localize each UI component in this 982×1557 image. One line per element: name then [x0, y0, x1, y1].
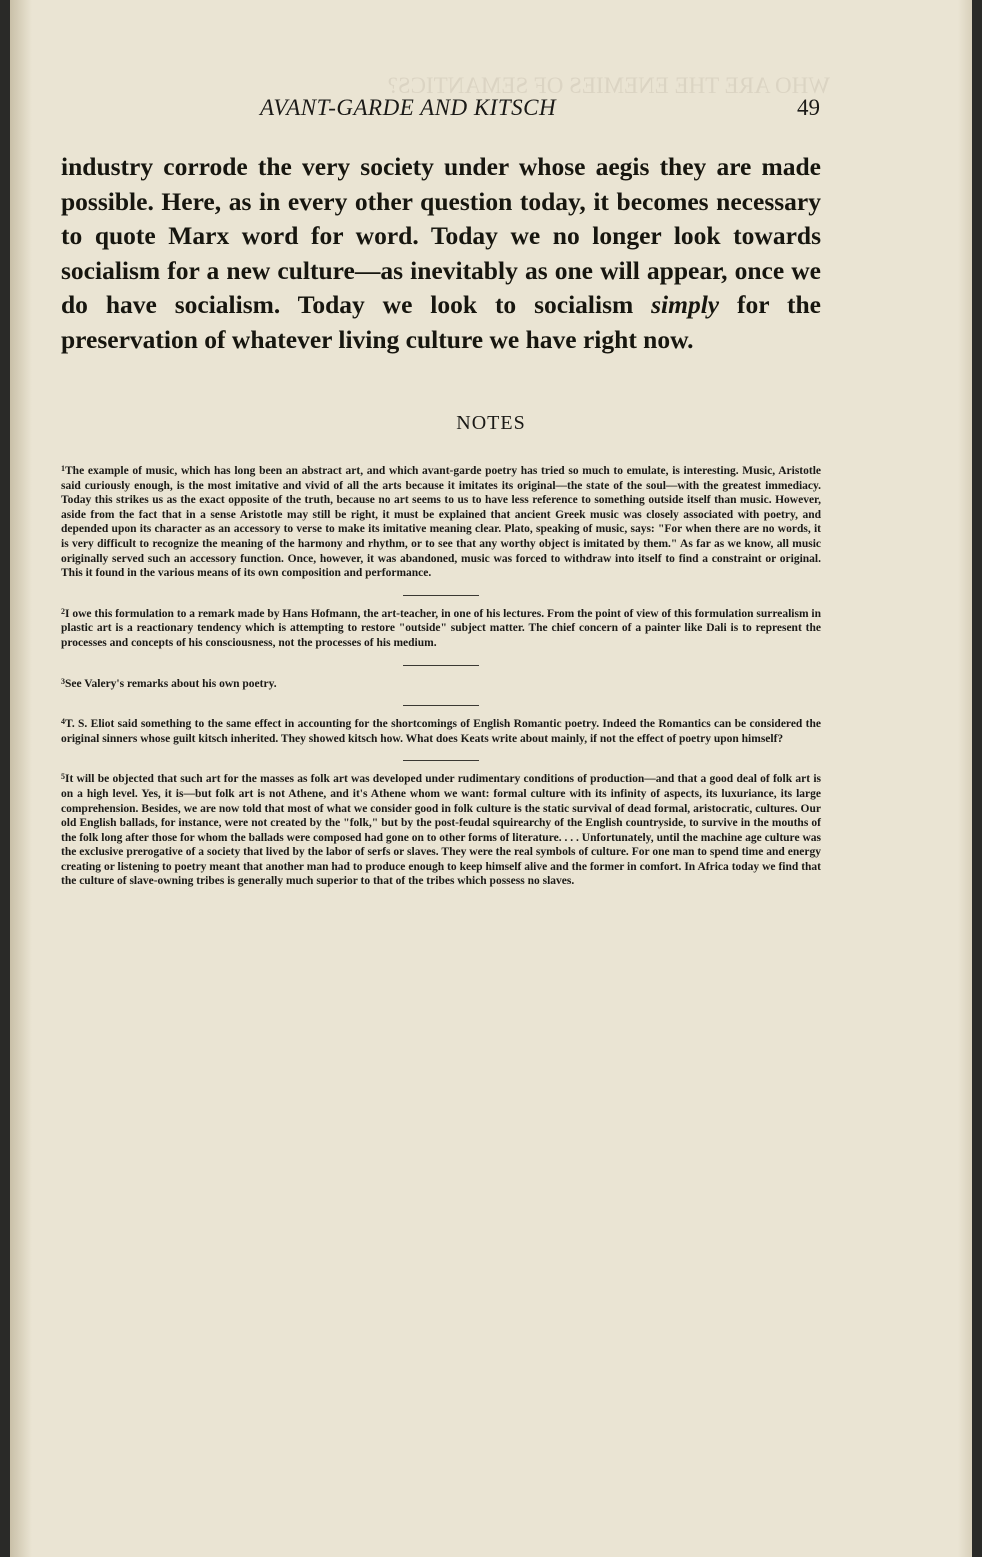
running-title: AVANT-GARDE AND KITSCH — [260, 95, 557, 120]
note-3 — [61, 675, 821, 692]
page-number: 49 — [797, 95, 820, 120]
note-1 — [61, 462, 821, 581]
note-text: The example of music, which has long been an abstract art, and which avant-garde poetry has tried so much to emulate, is interesting. Music, Aristotle said curiously enough, is the most imitative and vivid of all the arts because it imitates its original—the state of the soul—with the greatest immediacy. Today this strikes us as the exact opposite of the truth, because no art seems to us to have less reference to something outside itself than music. However, aside from the fact that in a sense Aristotle may still be right, it must be explained that ancient Greek music was closely associated with poetry, and depended upon its character as an accessory to verse to make its imitative meaning clear. Plato, speaking of music, says: "For when there are no words, it is very difficult to recognize the meaning of the harmony and rhythm, or to see that any worthy object is imitated by them." As far as we know, all music originally served such an accessory function. Once, however, it was abandoned, music was forced to withdraw into itself to find a constraint or original. This it found in the various means of its own composition and performance. — [61, 465, 821, 580]
note-4 — [61, 715, 821, 746]
notes-heading: NOTES — [456, 412, 526, 434]
bleed-through-texture: WHO ARE THE ENEMIES OF SEMANTICS? — [387, 73, 830, 98]
note-text: It will be objected that such art for the masses as folk art was developed under rudimentary conditions of production—and that a good deal of folk art is on a high level. Yes, it is—but folk art is not Athene, and it's Athene whom we want: formal culture with its infinity of aspects, its luxuriance, its large comprehension. Besides, we are now told that most of what we consider good in folk culture is the static survival of dead formal, aristocratic, cultures. Our old English ballads, for instance, were not created by the "folk," but by the post-feudal squirearchy of the English countryside, to survive in the mouths of the folk long after those for whom the ballads were composed had gone on to other forms of literature. . . . Unfortunately, until the machine age culture was the exclusive prerogative of a society that lived by the labor of serfs or slaves. They were the real symbols of culture. For one man to spend time and energy creating or listening to poetry meant that another man had to produce enough to keep himself alive and the former in comfort. In Africa today we find that the culture of slave-owning tribes is generally much superior to that of the tribes which possess no slaves. — [61, 773, 821, 888]
notes-section — [61, 462, 821, 889]
paragraph-text-after: for the preservation of whatever living culture we have right now. — [61, 290, 821, 354]
note-text: See Valery's remarks about his own poetry. — [65, 677, 277, 690]
note-divider — [403, 705, 479, 706]
note-marker: 1 — [61, 464, 65, 473]
note-marker: 5 — [61, 772, 65, 782]
emphasized-word: simply — [651, 290, 720, 319]
note-text: T. S. Eliot said something to the same effect in accounting for the shortcomings of English Romantic poetry. Indeed the Romantics can be considered the original sinners whose guilt kitsch inherited. They showed kitsch how. What does Keats write about mainly, if not the effect of poetry upon himself? — [61, 718, 821, 745]
note-5 — [61, 770, 821, 889]
paragraph-text-before: industry corrode the very society under whose aegis they are made possible. Here, as in every other question today, it becomes necessary to quote Marx word for word. Today we no longer look towards socialism for a new culture—as inevitably as one will appear, once we do have socialism. Today we look to socialism — [61, 152, 821, 319]
note-divider — [403, 760, 479, 761]
note-2 — [61, 605, 821, 651]
body-paragraph — [61, 150, 821, 357]
document-page — [10, 0, 972, 1557]
note-marker: 2 — [61, 606, 65, 616]
note-divider — [403, 665, 479, 666]
note-text: I owe this formulation to a remark made by Hans Hofmann, the art-teacher, in one of his lectures. From the point of view of this formulation surrealism in plastic art is a reactionary tendency which is attempting to restore "outside" subject matter. The chief concern of a painter like Dali is to represent the processes and concepts of his consciousness, not the processes of his medium. — [61, 607, 821, 649]
note-marker: 4 — [61, 717, 65, 727]
note-divider — [403, 595, 479, 596]
note-marker: 3 — [61, 676, 65, 686]
